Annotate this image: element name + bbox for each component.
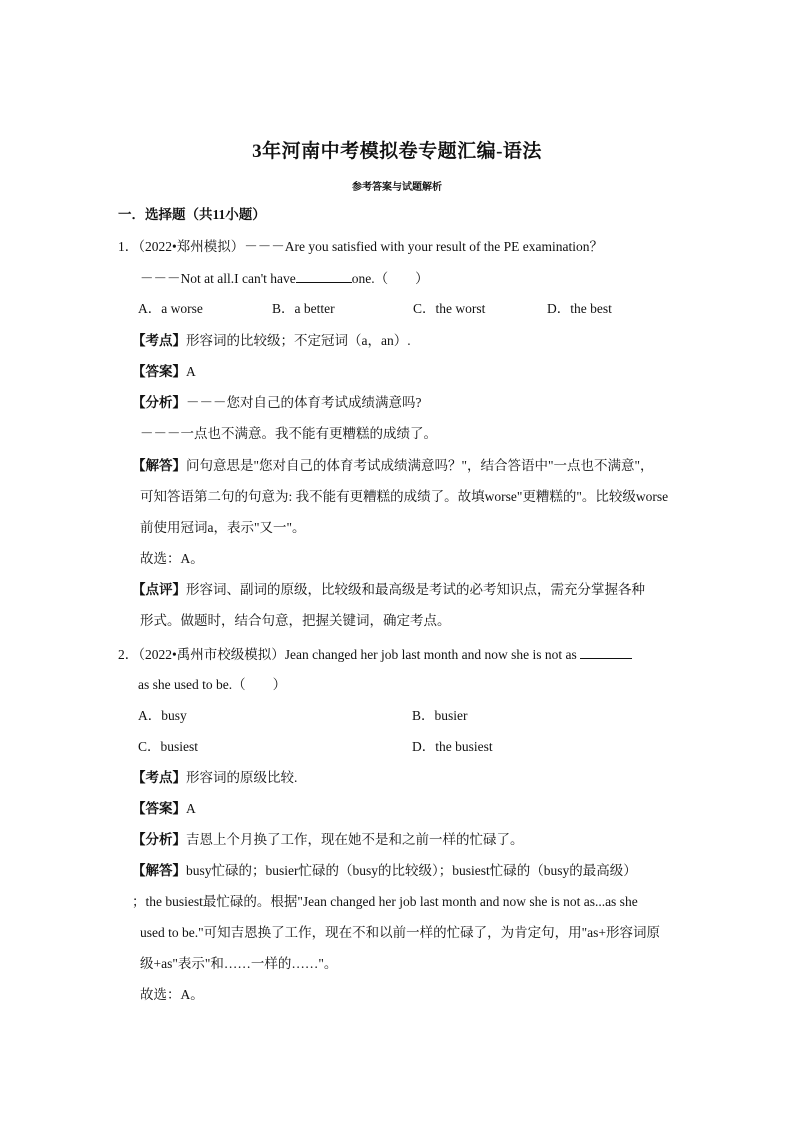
question-1-stem-text: －－－Not at all.I can't have (140, 271, 296, 286)
question-2-stem-line2: as she used to be.（ ） (138, 677, 287, 692)
option-d: D．the busiest (412, 739, 493, 754)
answer-text: A (186, 801, 196, 816)
kaodian-tag: 【考点】 (132, 333, 186, 348)
fenxi-text-line2: －－－一点也不满意。我不能有更糟糕的成绩了。 (140, 426, 437, 441)
option-d: D．the best (547, 301, 612, 316)
fenxi-text: 吉恩上个月换了工作，现在她不是和之前一样的忙碌了。 (186, 832, 524, 847)
option-c: C．the worst (413, 301, 486, 316)
jieda-row (132, 862, 637, 880)
jieda-tag: 【解答】 (132, 458, 186, 473)
fenxi-tag: 【分析】 (132, 395, 186, 410)
page-title: 3年河南中考模拟卷专题汇编-语法 (252, 141, 542, 162)
answer-row (132, 363, 196, 381)
jieda-text-line3: 前使用冠词a，表示"又一"。 (140, 520, 306, 535)
answer-tag: 【答案】 (132, 801, 186, 816)
answer-text: A (186, 364, 196, 379)
question-1-stem-end: one.（ ） (351, 271, 429, 286)
dianping-text: 形容词、副词的原级，比较级和最高级是考试的必考知识点，需充分掌握各种 (186, 582, 645, 597)
answer-blank (580, 645, 632, 659)
fenxi-tag: 【分析】 (132, 832, 186, 847)
kaodian-text: 形容词的原级比较. (186, 770, 298, 785)
kaodian-row (132, 769, 297, 787)
jieda-text-line2: 可知答语第二句的句意为: 我不能有更糟糕的成绩了。故填worse"更糟糕的"。比较级worse (140, 489, 669, 504)
question-2-stem-text: 2．（2022•禹州市校级模拟）Jean changed her job last month and now she is not as (118, 647, 577, 662)
question-1-stem: 1．（2022•郑州模拟）－－－Are you satisfied with your result of the PE examination？ (118, 239, 604, 254)
dianping-text-line2: 形式。做题时，结合句意，把握关键词，确定考点。 (140, 613, 451, 628)
kaodian-row (132, 332, 411, 350)
dianping-row (132, 581, 645, 599)
option-c: C．busiest (138, 739, 199, 754)
jieda-text: busy忙碌的；busier忙碌的（busy的比较级）；busiest忙碌的（busy的最高级） (186, 863, 637, 878)
jieda-text-line2: ；the busiest最忙碌的。根据"Jean changed her job last month and now she is not as...as she (132, 894, 638, 909)
answer-choice-line: 故选：A。 (140, 987, 204, 1002)
fenxi-row (132, 394, 422, 412)
question-1-stem-line2 (140, 269, 429, 288)
question-2-stem (118, 645, 632, 664)
jieda-text-line3: used to be."可知吉恩换了工作，现在不和以前一样的忙碌了，为肯定句，用"as+形容词原 (140, 925, 660, 940)
page-subtitle: 参考答案与试题解析 (352, 182, 442, 193)
fenxi-row (132, 831, 524, 849)
answer-row (132, 800, 196, 818)
option-a: A．busy (138, 708, 187, 723)
option-b: B．a better (272, 301, 335, 316)
dianping-tag: 【点评】 (132, 582, 186, 597)
option-b: B．busier (412, 708, 468, 723)
kaodian-text: 形容词的比较级；不定冠词（a，an）. (186, 333, 411, 348)
jieda-text: 问句意思是"您对自己的体育考试成绩满意吗？"，结合答语中"一点也不满意"， (186, 458, 654, 473)
answer-tag: 【答案】 (132, 364, 186, 379)
fenxi-text: －－－您对自己的体育考试成绩满意吗? (186, 395, 422, 410)
jieda-tag: 【解答】 (132, 863, 186, 878)
section-heading: 一．选择题（共11小题） (118, 207, 266, 222)
answer-blank (296, 269, 352, 283)
jieda-text-line4: 级+as"表示"和……一样的……"。 (140, 956, 338, 971)
answer-choice-line: 故选：A。 (140, 551, 204, 566)
option-a: A．a worse (138, 301, 203, 316)
jieda-row (132, 457, 654, 475)
kaodian-tag: 【考点】 (132, 770, 186, 785)
